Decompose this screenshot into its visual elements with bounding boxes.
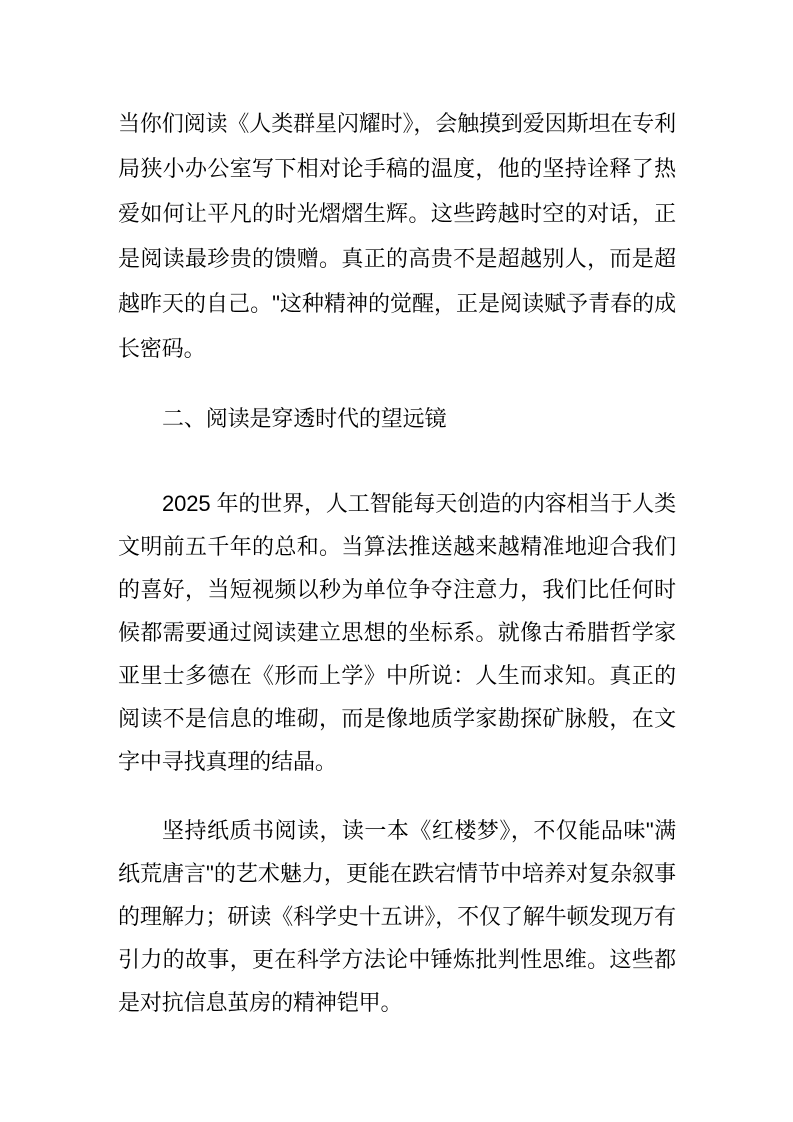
- paragraph-body-2: 2025 年的世界，人工智能每天创造的内容相当于人类文明前五千年的总和。当算法推送越来越精准地迎合我们的喜好，当短视频以秒为单位争夺注意力，我们比任何时候都需要通过阅读建立思想的坐标系。就像古希腊哲学家亚里士多德在《形而上学》中所说：人生而求知。真正的阅读不是信息的堆砌，而是像地质学家勘探矿脉般，在文字中寻找真理的结晶。: [118, 491, 676, 774]
- paragraph-body-3: 坚持纸质书阅读，读一本《红楼梦》，不仅能品味"满纸荒唐言"的艺术魅力，更能在跌宕情节中培养对复杂叙事的理解力；研读《科学史十五讲》，不仅了解牛顿发现万有引力的故事，更在科学方法论中锤炼批判性思维。这些都是对抗信息茧房的精神铠甲。: [118, 818, 676, 1015]
- section-heading: 二、阅读是穿透时代的望远镜: [162, 406, 447, 431]
- paragraph-body-continued: 当你们阅读《人类群星闪耀时》，会触摸到爱因斯坦在专利局狭小办公室写下相对论手稿的温度，他的坚持诠释了热爱如何让平凡的时光熠熠生辉。这些跨越时空的对话，正是阅读最珍贵的馈赠。真正的高贵不是超越别人，而是超越昨天的自己。"这种精神的觉醒，正是阅读赋予青春的成长密码。: [118, 111, 676, 361]
